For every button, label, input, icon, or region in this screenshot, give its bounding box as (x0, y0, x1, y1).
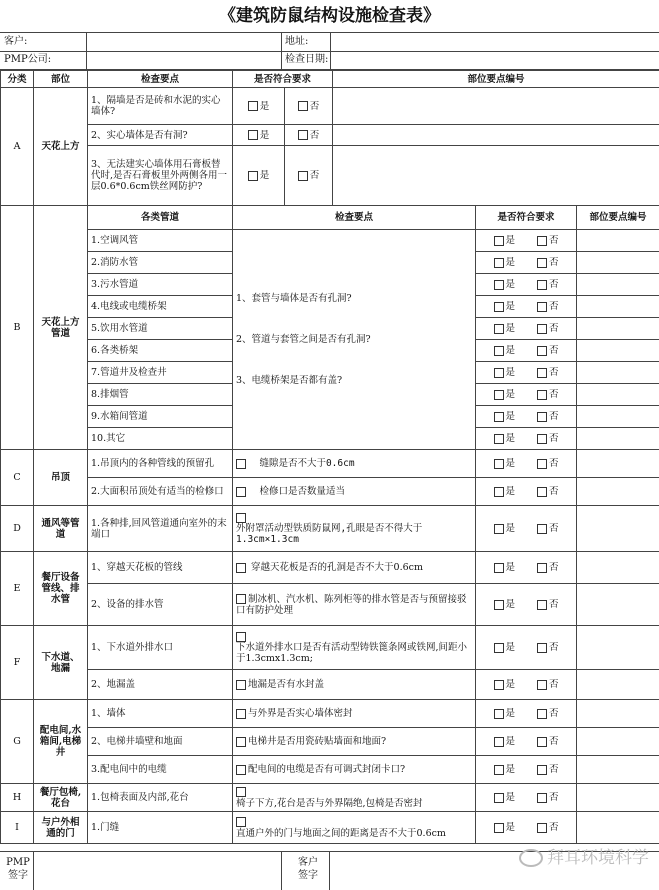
c-item-1: 1.吊顶内的各种管线的预留孔 (88, 450, 233, 478)
c-check-1: 缝隙是否不大于0.6cm (233, 450, 476, 478)
section-b-header-row (1, 206, 659, 230)
header-key-points-2: 检查要点 (233, 206, 476, 230)
g2-code[interactable] (577, 728, 659, 756)
section-e-row-2 (1, 584, 659, 626)
a3-yes[interactable]: 是 (233, 146, 285, 206)
b2-yesno[interactable]: 是 否 (476, 252, 577, 274)
a1-code[interactable] (333, 88, 659, 125)
h-item-1: 1.包椅表面及内部,花台 (88, 784, 233, 812)
c2-code[interactable] (577, 478, 659, 506)
section-g-row-1 (1, 700, 659, 728)
b-pipe-10: 10.其它 (88, 428, 233, 450)
f1-code[interactable] (577, 626, 659, 670)
section-b-part: 天花上方管道 (34, 206, 88, 450)
section-a-row-1 (1, 88, 659, 125)
section-c-code: C (1, 450, 34, 506)
wechat-icon (519, 849, 543, 867)
b8-code[interactable] (577, 384, 659, 406)
a2-code[interactable] (333, 125, 659, 146)
info-row-2 (0, 51, 659, 70)
section-i-part: 与户外相通的门 (34, 812, 88, 844)
g-check-2: 电梯井是否用瓷砖贴墙面和地面? (233, 728, 476, 756)
section-h-row (1, 784, 659, 812)
section-f-row-1 (1, 626, 659, 670)
f2-code[interactable] (577, 670, 659, 700)
g-item-1: 1、墙体 (88, 700, 233, 728)
b-pipe-7: 7.管道井及检查井 (88, 362, 233, 384)
a1-no[interactable]: 否 (285, 88, 333, 125)
section-a-row-2 (1, 125, 659, 146)
pmp-sign-field[interactable] (33, 852, 282, 890)
b-check-2: 2、管道与套管之间是否有孔洞? (236, 334, 371, 345)
section-f-row-2 (1, 670, 659, 700)
section-f-code: F (1, 626, 34, 700)
b4-yesno[interactable]: 是 否 (476, 296, 577, 318)
section-d-part: 通风等管道 (34, 506, 88, 552)
h1-yesno[interactable]: 是 否 (476, 784, 577, 812)
section-a-item-3: 3、无法建实心墙体用石膏板替代时,是否石膏板里外两侧各用一层0.6*0.6cm铁丝网防护? (88, 146, 233, 206)
header-pipes: 各类管道 (88, 206, 233, 230)
g1-yesno[interactable]: 是 否 (476, 700, 577, 728)
b8-yesno[interactable]: 是 否 (476, 384, 577, 406)
d-item-1: 1.各种排,回风管道通向室外的末端口 (88, 506, 233, 552)
pmp-company-label: PMP公司: (4, 54, 52, 65)
i-check-1: 直通户外的门与地面之间的距离是否不大于0.6cm (233, 812, 476, 844)
b1-yesno[interactable]: 是 否 (476, 230, 577, 252)
section-a-part: 天花上方 (34, 88, 88, 206)
f-item-2: 2、地漏盖 (88, 670, 233, 700)
b5-yesno[interactable]: 是 否 (476, 318, 577, 340)
c1-yesno[interactable]: 是 否 (476, 450, 577, 478)
b-pipe-4: 4.电线或电缆桥架 (88, 296, 233, 318)
b10-code[interactable] (577, 428, 659, 450)
d-check-1: 外附罩活动型铁质防鼠网,孔眼是否不得大于1.3cm×1.3cm (233, 506, 476, 552)
b1-code[interactable] (577, 230, 659, 252)
b3-yesno[interactable]: 是 否 (476, 274, 577, 296)
section-e-part: 餐厅设备管线、排水管 (34, 552, 88, 626)
section-f-part: 下水道、地漏 (34, 626, 88, 700)
i-item-1: 1.门缝 (88, 812, 233, 844)
g1-code[interactable] (577, 700, 659, 728)
section-d-code: D (1, 506, 34, 552)
e-item-2: 2、设备的排水管 (88, 584, 233, 626)
c-check-2: 检修口是否数量适当 (233, 478, 476, 506)
info-row-1 (0, 33, 659, 52)
section-b-code: B (1, 206, 34, 450)
b-pipe-5: 5.饮用水管道 (88, 318, 233, 340)
pmp-sign-label: PMP签字 (6, 857, 30, 881)
c-item-2: 2.大面积吊顶处有适当的检修口 (88, 478, 233, 506)
e-check-2: 制冰机、汽水机、陈列柜等的排水管是否与预留接驳口有防护处理 (233, 584, 476, 626)
section-h-part: 餐厅包椅,花台 (34, 784, 88, 812)
section-i-row (1, 812, 659, 844)
a2-yes[interactable]: 是 (233, 125, 285, 146)
customer-sign-label: 客户签字 (298, 857, 318, 881)
g-check-1: 与外界是否实心墙体密封 (233, 700, 476, 728)
e1-yesno[interactable]: 是 否 (476, 552, 577, 584)
header-location-code-2: 部位要点编号 (577, 206, 659, 230)
header-conformity-2: 是否符合要求 (476, 206, 577, 230)
section-c-part: 吊顶 (34, 450, 88, 506)
b-checks (233, 230, 476, 450)
f2-yesno[interactable]: 是 否 (476, 670, 577, 700)
header-location-code: 部位要点编号 (333, 71, 659, 88)
b6-code[interactable] (577, 340, 659, 362)
b9-code[interactable] (577, 406, 659, 428)
c2-yesno[interactable]: 是 否 (476, 478, 577, 506)
b-pipe-8: 8.排烟管 (88, 384, 233, 406)
section-e-row-1 (1, 552, 659, 584)
b9-yesno[interactable]: 是 否 (476, 406, 577, 428)
b-pipe-2: 2.消防水管 (88, 252, 233, 274)
section-h-code: H (1, 784, 34, 812)
f-check-2: 地漏是否有水封盖 (233, 670, 476, 700)
e1-code[interactable] (577, 552, 659, 584)
section-e-code: E (1, 552, 34, 626)
b10-yesno[interactable]: 是 否 (476, 428, 577, 450)
c1-code[interactable] (577, 450, 659, 478)
b3-code[interactable] (577, 274, 659, 296)
header-conformity: 是否符合要求 (233, 71, 333, 88)
b-pipe-6: 6.各类桥架 (88, 340, 233, 362)
header-category: 分类 (1, 71, 34, 88)
section-c-row-1 (1, 450, 659, 478)
g-item-2: 2、电梯井墙壁和地面 (88, 728, 233, 756)
section-d-row (1, 506, 659, 552)
b7-yesno[interactable]: 是 否 (476, 362, 577, 384)
customer-sign-cell (281, 852, 330, 890)
f1-yesno[interactable]: 是 否 (476, 626, 577, 670)
section-c-row-2 (1, 478, 659, 506)
header-part: 部位 (34, 71, 88, 88)
section-a-code: A (1, 88, 34, 206)
e2-code[interactable] (577, 584, 659, 626)
header-row (1, 71, 659, 88)
section-g-part: 配电间,水箱间,电梯井 (34, 700, 88, 784)
b6-yesno[interactable]: 是 否 (476, 340, 577, 362)
a2-no[interactable]: 否 (285, 125, 333, 146)
i1-yesno[interactable]: 是 否 (476, 812, 577, 844)
e-item-1: 1、穿越天花板的管线 (88, 552, 233, 584)
section-a-item-2: 2、实心墙体是否有洞? (88, 125, 233, 146)
b5-code[interactable] (577, 318, 659, 340)
h-check-1: 椅子下方,花台是否与外界隔绝,包椅是否密封 (233, 784, 476, 812)
checklist-table (0, 70, 659, 844)
form-title: 《建筑防鼠结构设施检查表》 (0, 0, 659, 33)
section-i-code: I (1, 812, 34, 844)
b2-code[interactable] (577, 252, 659, 274)
section-a-item-1: 1、隔墙是否是砖和水泥的实心墙体? (88, 88, 233, 125)
section-a-row-3 (1, 146, 659, 206)
g3-yesno[interactable]: 是 否 (476, 756, 577, 784)
a1-yes[interactable]: 是 (233, 88, 285, 125)
b-pipe-3: 3.污水管道 (88, 274, 233, 296)
b-row-1 (1, 230, 659, 252)
g-item-3: 3.配电间中的电缆 (88, 756, 233, 784)
e2-yesno[interactable]: 是 否 (476, 584, 577, 626)
g3-code[interactable] (577, 756, 659, 784)
info-block (0, 33, 659, 69)
e-check-1: 穿越天花板是否的孔洞是否不大于0.6cm (233, 552, 476, 584)
a3-no[interactable]: 否 (285, 146, 333, 206)
address-label: 地址: (285, 36, 309, 47)
b-check-3: 3、电缆桥架是否都有盖? (236, 375, 343, 386)
b7-code[interactable] (577, 362, 659, 384)
b-pipe-1: 1.空调风管 (88, 230, 233, 252)
g-check-3: 配电间的电缆是否有可调式封闭卡口? (233, 756, 476, 784)
b-check-1: 1、套管与墙体是否有孔洞? (236, 293, 352, 304)
watermark: 拜耳环境科学 (519, 843, 649, 868)
h1-code[interactable] (577, 784, 659, 812)
d1-code[interactable] (577, 506, 659, 552)
section-g-row-3 (1, 756, 659, 784)
f-item-1: 1、下水道外排水口 (88, 626, 233, 670)
inspection-date-label: 检查日期: (285, 54, 329, 65)
section-g-row-2 (1, 728, 659, 756)
d1-yesno[interactable]: 是 否 (476, 506, 577, 552)
b-pipe-9: 9.水箱间管道 (88, 406, 233, 428)
i1-code[interactable] (577, 812, 659, 844)
section-g-code: G (1, 700, 34, 784)
a3-code[interactable] (333, 146, 659, 206)
b4-code[interactable] (577, 296, 659, 318)
header-key-points: 检查要点 (88, 71, 233, 88)
g2-yesno[interactable]: 是 否 (476, 728, 577, 756)
f-check-1: 下水道外排水口是否有活动型铸铁篦条网或铁网,间距小于1.3cmx1.3cm; (233, 626, 476, 670)
customer-label: 客户: (4, 36, 28, 47)
